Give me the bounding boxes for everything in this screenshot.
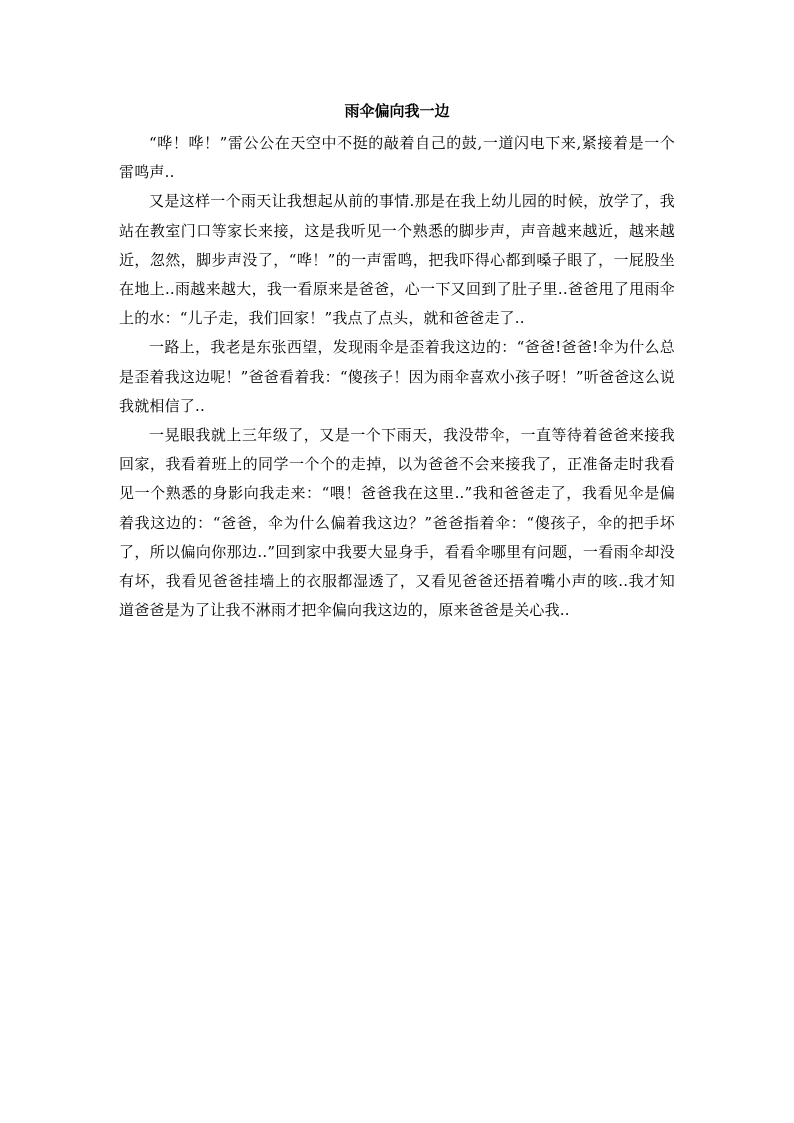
paragraph-3: 一路上，我老是东张西望，发现雨伞是歪着我这边的：“爸爸!爸爸!伞为什么总是歪着我这边呢！”爸爸看着我：“傻孩子！因为雨伞喜欢小孩子呀！”听爸爸这么说我就相信了.. (119, 338, 675, 415)
paragraph-1: “哗！哗！”雷公公在天空中不挺的敲着自己的鼓,一道闪电下来,紧接着是一个雷鸣声.. (119, 134, 675, 182)
paragraph-4: 一晃眼我就上三年级了，又是一个下雨天，我没带伞，一直等待着爸爸来接我回家，我看着班上的同学一个个的走掉，以为爸爸不会来接我了，正准备走时我看见一个熟悉的身影向我走来：“喂！爸爸我在这里..”我和爸爸走了，我看见伞是偏着我这边的：“爸爸，伞为什么偏着我这边？”爸爸指着伞：“傻孩子，伞的把手坏了，所以偏向你那边..”回到家中我要大显身手，看看伞哪里有问题，一看雨伞却没有坏，我看见爸爸挂墙上的衣服都湿透了，又看见爸爸还捂着嘴小声的咳..我才知道爸爸是为了让我不淋雨才把伞偏向我这边的，原来爸爸是关心我.. (119, 426, 675, 620)
paragraph-2: 又是这样一个雨天让我想起从前的事情.那是在我上幼儿园的时候，放学了，我站在教室门口等家长来接，这是我听见一个熟悉的脚步声，声音越来越近，越来越近，忽然，脚步声没了，“哗！”的一声雷鸣，把我吓得心都到嗓子眼了，一屁股坐在地上..雨越来越大，我一看原来是爸爸，心一下又回到了肚子里..爸爸甩了甩雨伞上的水：“儿子走，我们回家！”我点了点头，就和爸爸走了.. (119, 192, 675, 328)
document-body (119, 129, 675, 625)
document-title: 雨伞偏向我一边 (344, 102, 450, 120)
